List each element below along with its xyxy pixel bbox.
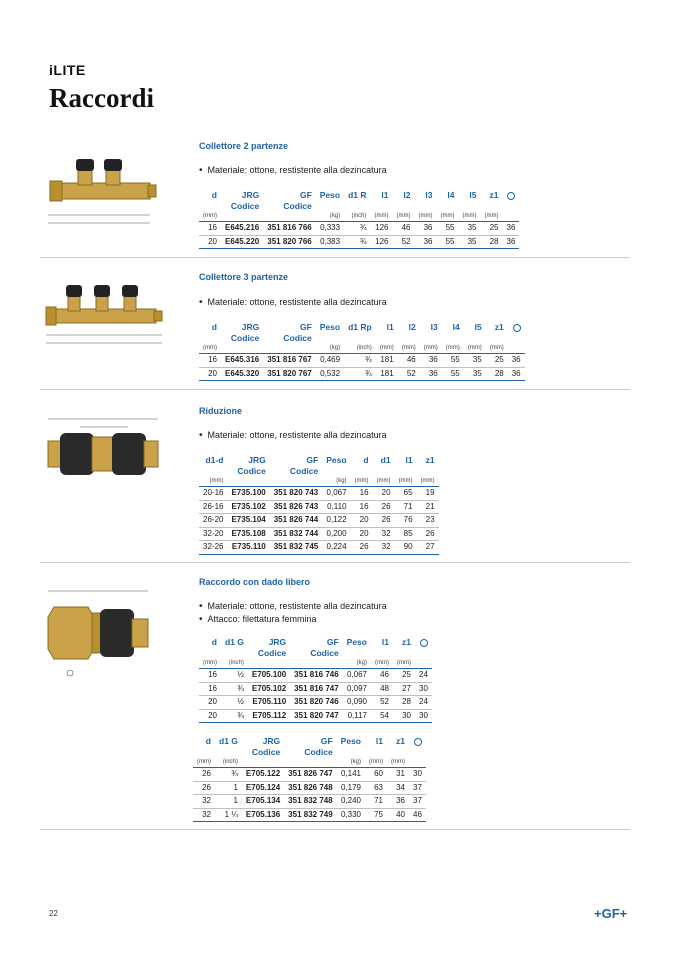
table-cell: 36 (387, 795, 409, 809)
col-header: Peso (319, 322, 341, 332)
table-cell: 32-20 (199, 527, 227, 541)
section-bullets (199, 429, 387, 442)
table-cell: 25 (486, 354, 508, 368)
table-cell: E705.100 (248, 669, 290, 683)
col-header: z1 (494, 322, 504, 332)
product-image-riduzione (40, 402, 170, 512)
col-header: d (363, 455, 369, 465)
table-cell: 0,179 (337, 781, 365, 795)
table-cell: 0,067 (322, 487, 350, 501)
table-cell: 32 (373, 527, 395, 541)
unit-label: (mm) (199, 659, 221, 669)
packaging-icon (503, 190, 520, 201)
table-cell: 55 (437, 222, 459, 236)
table-row (193, 768, 426, 782)
bullet-item: • Materiale: ottone, restistente alla dezincatura (199, 429, 387, 442)
table-cell: 28 (393, 696, 415, 710)
table-cell: 0,110 (322, 500, 350, 514)
table-cell: 0,141 (337, 768, 365, 782)
table-cell: 351 826 744 (270, 514, 323, 528)
table-body (199, 354, 525, 381)
table-cell: 126 (371, 235, 393, 249)
table-row (193, 795, 426, 809)
unit-label: (inch) (215, 758, 242, 768)
col-header: Peso (319, 190, 341, 200)
table-cell: 0,330 (337, 808, 365, 822)
col-header: JRG (241, 322, 260, 332)
col-subheader: Codice (289, 466, 319, 476)
table-cell: 16 (199, 222, 221, 236)
table-cell: 55 (437, 235, 459, 249)
product-image-raccordo-dado (40, 578, 170, 688)
unit-label: (mm) (464, 344, 486, 354)
table-cell: 27 (417, 541, 439, 555)
table-cell: E645.220 (221, 235, 263, 249)
table-cell: 31 (387, 768, 409, 782)
table-cell: 36 (415, 235, 437, 249)
table-cell: 23 (417, 514, 439, 528)
table-cell: 20 (373, 487, 395, 501)
unit-label: (mm) (417, 477, 439, 487)
col-header: z1 (425, 455, 435, 465)
table-row (199, 709, 432, 723)
table-cell: 181 (376, 354, 398, 368)
col-subheader: Codice (230, 201, 260, 211)
table-cell: 37 (409, 781, 426, 795)
table-cell: 30 (393, 709, 415, 723)
table-cell: 90 (395, 541, 417, 555)
unit-label: (mm) (486, 344, 508, 354)
table-cell: 0,532 (316, 367, 344, 381)
table-cell: 20 (199, 235, 221, 249)
table-cell: 34 (387, 781, 409, 795)
gf-logo: +GF+ (594, 906, 628, 921)
table-cell: 63 (365, 781, 387, 795)
section-title-collettore-2: Collettore 2 partenze (199, 141, 289, 151)
table-cell: 55 (442, 354, 464, 368)
col-subheader: Codice (251, 747, 281, 757)
unit-label: (mm) (395, 477, 417, 487)
table-cell: E705.112 (248, 709, 290, 723)
col-subheader: Codice (304, 747, 333, 757)
table-cell: 60 (365, 768, 387, 782)
table-cell: ¾ (344, 235, 370, 249)
table-cell: 20 (199, 696, 221, 710)
table-row (199, 696, 432, 710)
unit-label: (mm) (365, 758, 387, 768)
section-title-raccordo-dado: Raccordo con dado libero (199, 577, 311, 587)
table-cell: 36 (415, 222, 437, 236)
brand-label: iLITE (49, 62, 86, 78)
table-cell: 36 (503, 235, 520, 249)
unit-label: (mm) (371, 212, 393, 222)
table-cell: 351 820 743 (270, 487, 323, 501)
table-cell: E735.108 (227, 527, 269, 541)
table-cell: 55 (442, 367, 464, 381)
unit-label: (mm) (393, 212, 415, 222)
section-title-collettore-3: Collettore 3 partenze (199, 272, 289, 282)
table-cell: ½ (221, 669, 248, 683)
table-cell: 19 (417, 487, 439, 501)
unit-label: (mm) (376, 344, 398, 354)
packaging-icon (409, 736, 426, 747)
col-subheader: Codice (257, 648, 287, 658)
table-cell: 26 (417, 527, 439, 541)
table-cell: 25 (393, 669, 415, 683)
table-cell: 0,469 (316, 354, 344, 368)
unit-label: (kg) (322, 477, 350, 487)
col-header: l2 (403, 190, 411, 200)
table-cell: 20 (351, 527, 373, 541)
table-cell: 16 (351, 500, 373, 514)
spec-table-collettore-3 (199, 322, 525, 381)
table-row (193, 808, 426, 822)
section-divider (40, 829, 630, 830)
packaging-icon (508, 322, 525, 333)
table-cell: 0,097 (343, 682, 371, 696)
col-header: d1 (380, 455, 391, 465)
section-title-riduzione: Riduzione (199, 406, 242, 416)
table-cell: 28 (481, 235, 503, 249)
col-subheader: Codice (310, 648, 339, 658)
table-cell: 351 832 744 (270, 527, 323, 541)
table-cell: E705.122 (242, 768, 284, 782)
table-cell: 32 (193, 808, 215, 822)
col-header: JRG (248, 455, 266, 465)
spec-table-raccordo-dado-2 (193, 736, 426, 822)
col-header: JRG (241, 190, 260, 200)
unit-label: (mm) (459, 212, 481, 222)
table-cell: 351 816 766 (263, 222, 316, 236)
table-cell: 20 (199, 709, 221, 723)
unit-label: (mm) (387, 758, 409, 768)
table-cell: 37 (409, 795, 426, 809)
table-cell: 351 820 766 (263, 235, 316, 249)
unit-label: (kg) (316, 344, 344, 354)
table-cell: 26 (193, 768, 215, 782)
product-image-collettore-3 (40, 268, 170, 378)
table-row (199, 682, 432, 696)
unit-label: (inch) (221, 659, 248, 669)
table-cell: 0,090 (343, 696, 371, 710)
table-row (199, 541, 439, 555)
unit-label: (mm) (373, 477, 395, 487)
table-cell: 351 832 749 (284, 808, 337, 822)
table-cell: E735.104 (227, 514, 269, 528)
table-cell: 26 (373, 514, 395, 528)
table-cell: 71 (365, 795, 387, 809)
unit-label: (mm) (371, 659, 393, 669)
col-header: z1 (402, 637, 411, 647)
table-body (199, 487, 439, 555)
table-cell: 46 (409, 808, 426, 822)
col-header: d (211, 637, 217, 647)
table-cell: 0,333 (316, 222, 344, 236)
col-header: JRG (268, 637, 287, 647)
unit-label: (mm) (199, 477, 227, 487)
table-cell: 126 (371, 222, 393, 236)
col-header: l4 (452, 322, 460, 332)
table-row (199, 235, 519, 249)
table-cell: 0,122 (322, 514, 350, 528)
table-cell: 351 826 748 (284, 781, 337, 795)
table-cell: 27 (393, 682, 415, 696)
col-header: d1 G (225, 637, 244, 647)
table-cell: E705.124 (242, 781, 284, 795)
col-header: l5 (474, 322, 482, 332)
table-cell: 351 820 746 (290, 696, 343, 710)
table-cell: 36 (420, 354, 442, 368)
table-cell: E705.110 (248, 696, 290, 710)
table-cell: 65 (395, 487, 417, 501)
bullet-item: • Materiale: ottone, restistente alla dezincatura (199, 600, 387, 613)
table-cell: 52 (398, 367, 420, 381)
table-cell: 76 (395, 514, 417, 528)
table-cell: 16 (199, 669, 221, 683)
col-subheader: Codice (237, 466, 266, 476)
col-header: d1 Rp (348, 322, 372, 332)
col-subheader: Codice (283, 333, 312, 343)
table-cell: 35 (459, 235, 481, 249)
table-cell: ¾ (344, 354, 376, 368)
table-cell: 26 (193, 781, 215, 795)
table-cell: 16 (351, 487, 373, 501)
table-cell: 351 816 767 (263, 354, 316, 368)
table-cell: E735.110 (227, 541, 269, 555)
table-cell: ¾ (344, 222, 370, 236)
table-cell: 35 (459, 222, 481, 236)
spec-table-riduzione (199, 455, 439, 555)
table-cell: 46 (398, 354, 420, 368)
page-title: Raccordi (49, 83, 154, 113)
table-cell: 36 (508, 367, 525, 381)
table-cell: 25 (481, 222, 503, 236)
section-divider (40, 257, 630, 258)
col-header: l1 (381, 190, 389, 200)
page-number: 22 (49, 909, 58, 918)
table-cell: 351 816 747 (290, 682, 343, 696)
section-divider (40, 389, 630, 390)
table-cell: 26-20 (199, 514, 227, 528)
table-cell: E645.216 (221, 222, 263, 236)
col-header: l4 (447, 190, 455, 200)
unit-label: (mm) (393, 659, 415, 669)
col-header: l3 (425, 190, 433, 200)
col-header: GF (320, 736, 333, 746)
table-cell: 32-26 (199, 541, 227, 555)
table-cell: 1 ¼ (215, 808, 242, 822)
col-header: l5 (469, 190, 477, 200)
table-cell: 181 (376, 367, 398, 381)
col-header: z1 (489, 190, 499, 200)
table-body (193, 768, 426, 822)
unit-label: (mm) (199, 344, 221, 354)
table-row (199, 514, 439, 528)
table-cell: 0,200 (322, 527, 350, 541)
table-cell: E645.320 (221, 367, 263, 381)
table-cell: 48 (371, 682, 393, 696)
unit-label: (mm) (398, 344, 420, 354)
col-header: d (205, 736, 211, 746)
packaging-icon (415, 637, 432, 648)
table-cell: 16 (199, 682, 221, 696)
unit-label: (kg) (343, 659, 371, 669)
col-header: GF (326, 637, 339, 647)
table-cell: 54 (371, 709, 393, 723)
table-row (199, 500, 439, 514)
col-header: d1 G (219, 736, 238, 746)
col-header: GF (299, 190, 312, 200)
table-cell: 26 (351, 541, 373, 555)
col-header: GF (306, 455, 319, 465)
col-header: d (211, 190, 217, 200)
table-cell: 351 832 748 (284, 795, 337, 809)
col-header: l2 (408, 322, 416, 332)
table-cell: 30 (415, 709, 432, 723)
table-cell: E705.136 (242, 808, 284, 822)
col-header: l1 (375, 736, 383, 746)
table-body (199, 669, 432, 723)
table-row (199, 222, 519, 236)
table-cell: 20-16 (199, 487, 227, 501)
unit-label: (mm) (199, 212, 221, 222)
section-bullets (199, 296, 387, 309)
table-cell: 351 826 747 (284, 768, 337, 782)
col-header: l1 (381, 637, 389, 647)
unit-label: (mm) (193, 758, 215, 768)
col-header: Peso (340, 736, 361, 746)
spec-table-collettore-2 (199, 190, 519, 249)
table-cell: 36 (503, 222, 520, 236)
table-cell: ¾ (344, 367, 376, 381)
unit-label: (kg) (316, 212, 344, 222)
unit-label: (kg) (337, 758, 365, 768)
unit-label: (mm) (481, 212, 503, 222)
table-cell: 75 (365, 808, 387, 822)
unit-label: (mm) (415, 212, 437, 222)
col-header: l1 (405, 455, 413, 465)
unit-label: (inch) (344, 344, 376, 354)
table-cell: 30 (415, 682, 432, 696)
table-cell: 85 (395, 527, 417, 541)
table-cell: 1 (215, 781, 242, 795)
section-bullets (199, 600, 387, 626)
col-subheader: Codice (230, 333, 260, 343)
col-header: JRG (262, 736, 281, 746)
table-cell: 0,383 (316, 235, 344, 249)
unit-label: (mm) (420, 344, 442, 354)
table-cell: 0,224 (322, 541, 350, 555)
spec-table-raccordo-dado-1 (199, 637, 432, 723)
table-cell: ½ (221, 696, 248, 710)
col-subheader: Codice (283, 201, 312, 211)
table-cell: 36 (420, 367, 442, 381)
table-cell: 35 (464, 367, 486, 381)
table-cell: 351 826 743 (270, 500, 323, 514)
table-cell: ¾ (215, 768, 242, 782)
table-cell: 30 (409, 768, 426, 782)
table-cell: 0,117 (343, 709, 371, 723)
table-row (199, 669, 432, 683)
table-cell: 28 (486, 367, 508, 381)
col-header: l3 (430, 322, 438, 332)
unit-label: (inch) (344, 212, 370, 222)
col-header: d1-d (205, 455, 224, 465)
table-cell: 35 (464, 354, 486, 368)
bullet-item: • Materiale: ottone, restistente alla dezincatura (199, 164, 387, 177)
table-cell: 46 (371, 669, 393, 683)
table-cell: 32 (193, 795, 215, 809)
unit-label: (mm) (437, 212, 459, 222)
table-cell: 24 (415, 669, 432, 683)
table-cell: E735.102 (227, 500, 269, 514)
table-cell: 351 816 746 (290, 669, 343, 683)
table-cell: 24 (415, 696, 432, 710)
table-cell: 40 (387, 808, 409, 822)
table-cell: 26-16 (199, 500, 227, 514)
col-header: d (211, 322, 217, 332)
table-cell: 20 (199, 367, 221, 381)
product-image-collettore-2 (40, 140, 170, 250)
table-cell: 32 (373, 541, 395, 555)
table-cell: 52 (371, 696, 393, 710)
section-bullets (199, 164, 387, 177)
table-cell: 0,240 (337, 795, 365, 809)
col-header: Peso (346, 637, 367, 647)
table-cell: 351 820 767 (263, 367, 316, 381)
col-header: z1 (396, 736, 405, 746)
table-cell: 26 (373, 500, 395, 514)
table-row (199, 487, 439, 501)
table-cell: 36 (508, 354, 525, 368)
table-cell: 351 820 747 (290, 709, 343, 723)
col-header: d1 R (348, 190, 367, 200)
bullet-item: • Attacco: filettatura femmina (199, 613, 387, 626)
table-cell: E705.134 (242, 795, 284, 809)
table-cell: ¾ (221, 682, 248, 696)
table-cell: 16 (199, 354, 221, 368)
table-body (199, 222, 519, 249)
section-divider (40, 562, 630, 563)
table-cell: E705.102 (248, 682, 290, 696)
table-row (193, 781, 426, 795)
col-header: Peso (326, 455, 347, 465)
table-cell: 71 (395, 500, 417, 514)
table-cell: 0,067 (343, 669, 371, 683)
table-cell: 52 (393, 235, 415, 249)
bullet-item: • Materiale: ottone, restistente alla dezincatura (199, 296, 387, 309)
table-cell: 351 832 745 (270, 541, 323, 555)
unit-label: (mm) (351, 477, 373, 487)
table-cell: E735.100 (227, 487, 269, 501)
table-row (199, 527, 439, 541)
table-row (199, 354, 525, 368)
table-cell: 46 (393, 222, 415, 236)
table-cell: E645.316 (221, 354, 263, 368)
table-cell: 20 (351, 514, 373, 528)
unit-label: (mm) (442, 344, 464, 354)
table-row (199, 367, 525, 381)
col-header: l1 (386, 322, 394, 332)
table-cell: 1 (215, 795, 242, 809)
table-cell: ¾ (221, 709, 248, 723)
table-cell: 21 (417, 500, 439, 514)
col-header: GF (299, 322, 312, 332)
